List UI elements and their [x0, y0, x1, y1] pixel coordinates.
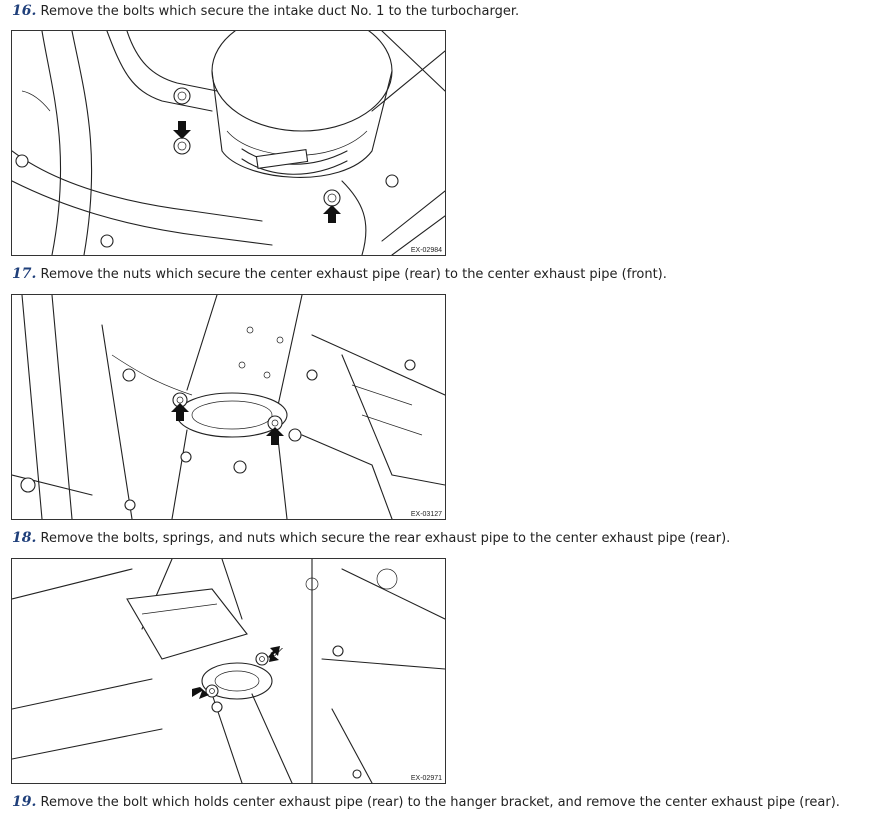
- step-number: 18.: [12, 530, 37, 546]
- step-text: Remove the bolts, springs, and nuts which secure the rear exhaust pipe to the center exhaust pipe (rear).: [40, 531, 731, 546]
- figure-intake-duct-bolts: [11, 30, 446, 256]
- step-text: Remove the bolts which secure the intake duct No. 1 to the turbocharger.: [40, 4, 520, 19]
- figure-code: EX-02971: [410, 775, 442, 782]
- figure-center-pipe-nuts: [11, 294, 446, 520]
- figure-code: EX-02984: [410, 247, 442, 254]
- intake-duct-illustration: [12, 31, 445, 255]
- step-18: [12, 529, 730, 548]
- step-text: Remove the nuts which secure the center exhaust pipe (rear) to the center exhaust pipe (front).: [40, 267, 667, 282]
- rear-exhaust-pipe-illustration: [12, 559, 445, 783]
- step-number: 17.: [12, 266, 37, 282]
- step-number: 19.: [12, 794, 37, 810]
- step-number: 16.: [12, 3, 37, 19]
- step-19: [12, 793, 840, 812]
- step-16: [12, 2, 519, 21]
- figure-rear-pipe-bolts: [11, 558, 446, 784]
- figure-code: EX-03127: [410, 511, 442, 518]
- step-17: [12, 265, 667, 284]
- center-exhaust-pipe-illustration: [12, 295, 445, 519]
- step-text: Remove the bolt which holds center exhaust pipe (rear) to the hanger bracket, and remove the center exhaust pipe (rear).: [40, 795, 840, 810]
